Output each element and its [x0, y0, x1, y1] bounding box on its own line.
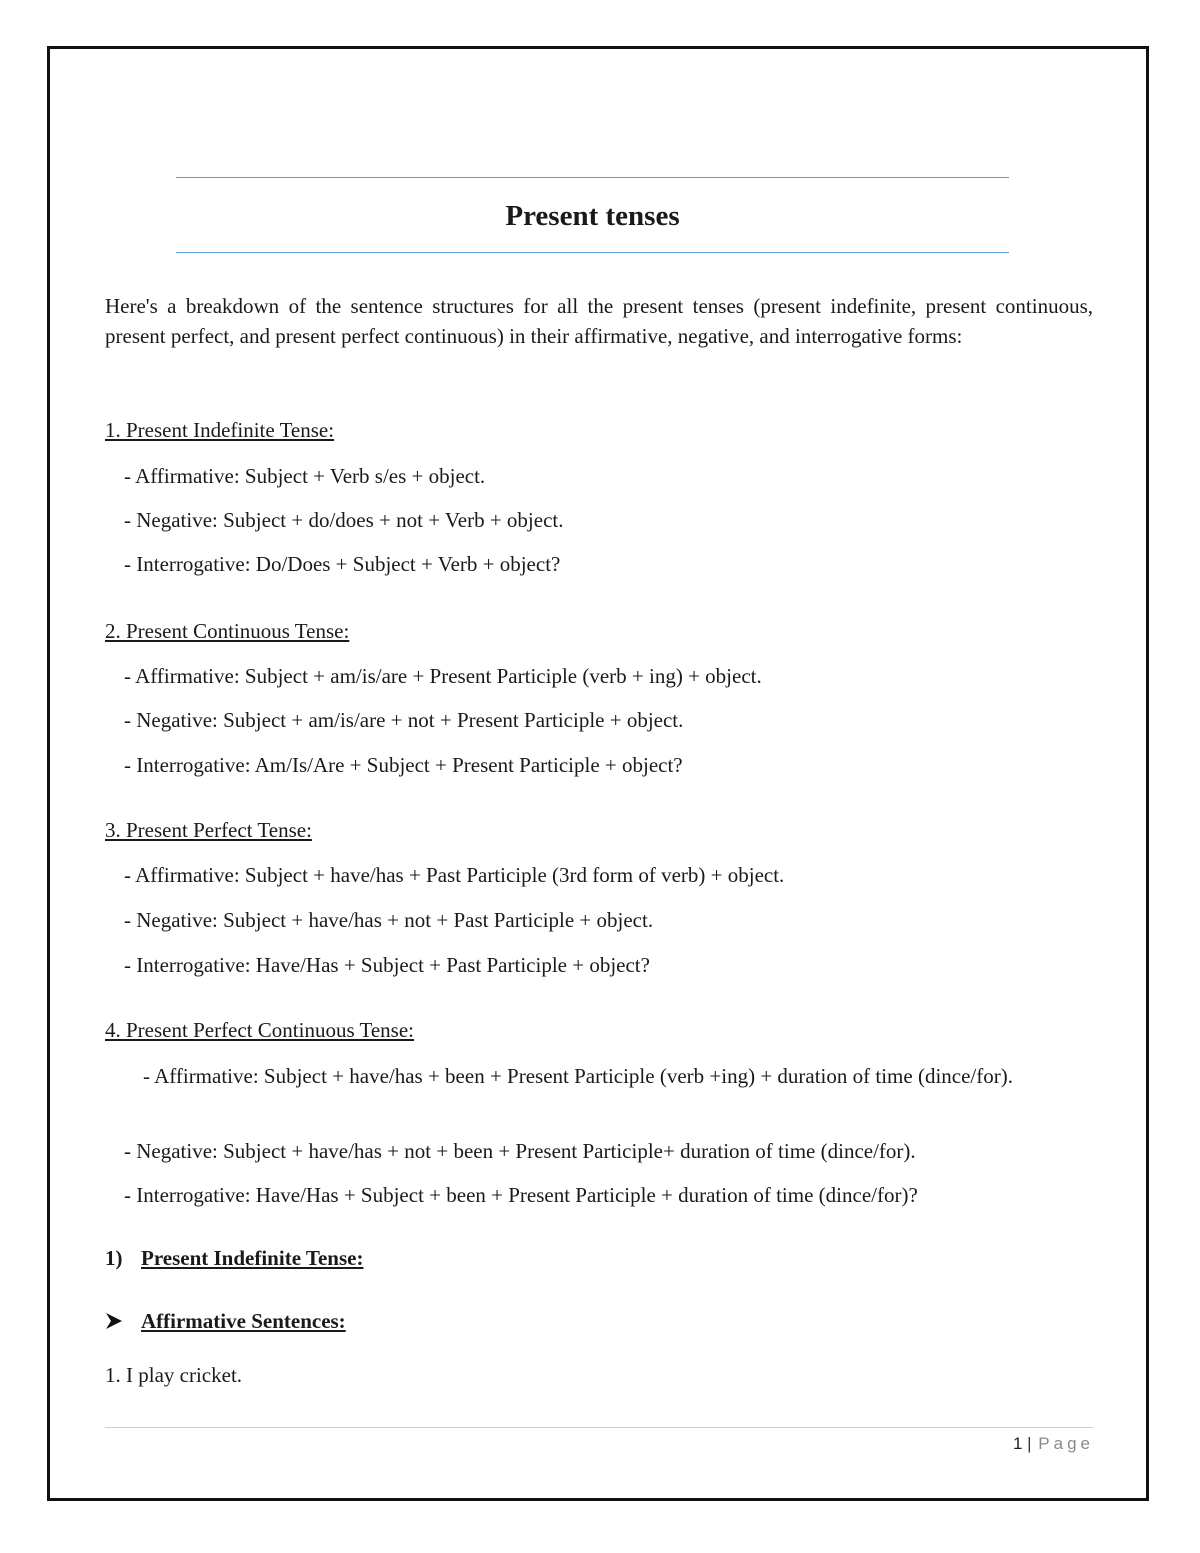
- title-bottom-rule: [176, 252, 1009, 253]
- page-title: Present tenses: [505, 200, 680, 232]
- present-perfect-continuous-negative: - Negative: Subject + have/has + not + been + Present Participle+ duration of time (dince/for).: [124, 1139, 916, 1163]
- present-indefinite-interrogative: - Interrogative: Do/Does + Subject + Verb + object?: [124, 552, 561, 576]
- example-sentence: 1. I play cricket.: [105, 1363, 243, 1387]
- present-perfect-affirmative: - Affirmative: Subject + have/has + Past Participle (3rd form of verb) + object.: [124, 863, 785, 887]
- present-perfect-negative: - Negative: Subject + have/has + not + Past Participle + object.: [124, 908, 654, 932]
- present-perfect-interrogative: - Interrogative: Have/Has + Subject + Past Participle + object?: [124, 953, 650, 977]
- detail-section-label: Present Indefinite Tense:: [141, 1246, 364, 1270]
- footer-separator: |: [1027, 1434, 1032, 1453]
- page-number: 1: [1012, 1434, 1023, 1453]
- present-continuous-interrogative: - Interrogative: Am/Is/Are + Subject + Present Participle + object?: [124, 753, 683, 777]
- footer-rule: [105, 1427, 1093, 1428]
- title-top-rule: [176, 177, 1009, 178]
- present-indefinite-affirmative: - Affirmative: Subject + Verb s/es + object.: [124, 464, 486, 488]
- section-heading-present-continuous: 2. Present Continuous Tense:: [105, 619, 350, 643]
- detail-section-heading: [105, 1243, 363, 1273]
- detail-section-number: 1): [105, 1246, 123, 1270]
- present-indefinite-negative: - Negative: Subject + do/does + not + Verb + object.: [124, 508, 564, 532]
- present-perfect-continuous-interrogative: - Interrogative: Have/Has + Subject + been + Present Participle + duration of time (dince/for)?: [124, 1183, 918, 1207]
- page-footer: [1013, 1431, 1094, 1457]
- present-continuous-affirmative: - Affirmative: Subject + am/is/are + Present Participle (verb + ing) + object.: [124, 664, 762, 688]
- page-label: Page: [1038, 1434, 1094, 1453]
- section-heading-present-perfect: 3. Present Perfect Tense:: [105, 818, 312, 842]
- arrow-bullet-icon: [105, 1312, 123, 1330]
- affirmative-sentences-heading: Affirmative Sentences:: [141, 1309, 346, 1333]
- section-heading-present-perfect-continuous: 4. Present Perfect Continuous Tense:: [105, 1018, 415, 1042]
- present-perfect-continuous-affirmative: - Affirmative: Subject + have/has + been + Present Participle (verb +ing) + duration of time (dince/for).: [143, 1064, 1013, 1088]
- intro-paragraph: Here's a breakdown of the sentence structures for all the present tenses (present indefinite, present continuous, present perfect, and present perfect continuous) in their affirmative, negative, and interrogative forms:: [105, 294, 1093, 348]
- section-heading-present-indefinite: 1. Present Indefinite Tense:: [105, 418, 335, 442]
- present-continuous-negative: - Negative: Subject + am/is/are + not + Present Participle + object.: [124, 708, 684, 732]
